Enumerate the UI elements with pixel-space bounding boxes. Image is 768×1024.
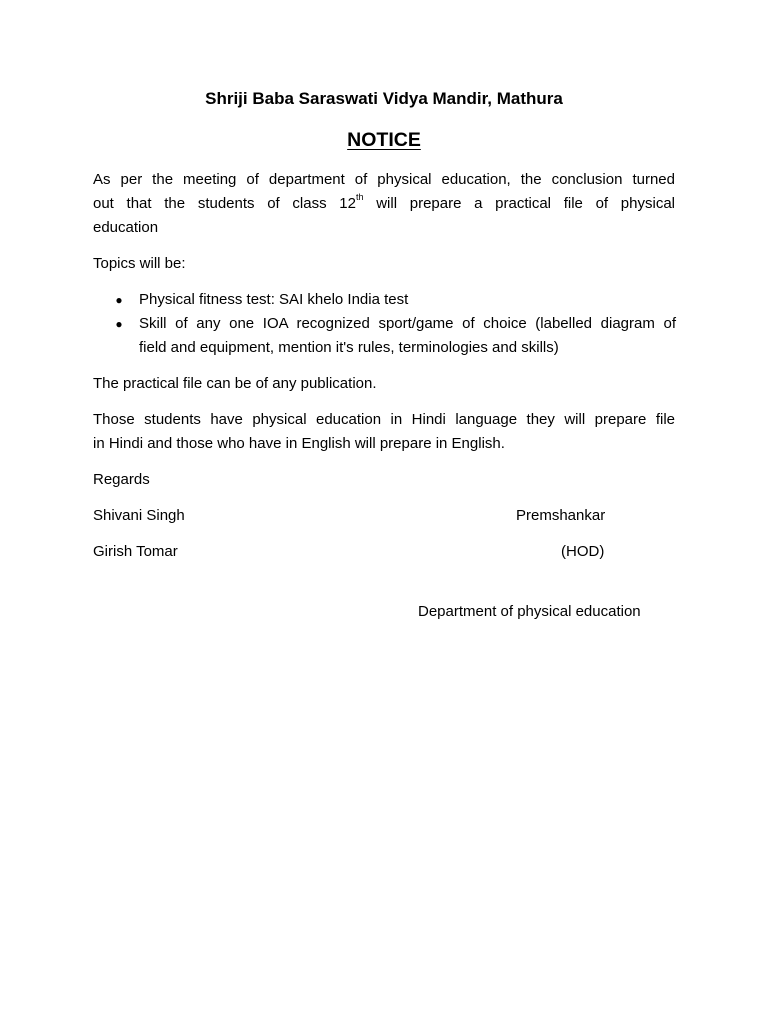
topic-item-text: Physical fitness test: SAI khelo India test bbox=[139, 291, 409, 308]
bullet-icon: ● bbox=[115, 293, 123, 307]
meeting-paragraph-line-1: As per the meeting of department of physical education, the conclusion turned bbox=[93, 171, 675, 188]
topic-item-fitness-test bbox=[139, 288, 676, 312]
language-paragraph bbox=[93, 408, 675, 456]
school-name-heading: Shriji Baba Saraswati Vidya Mandir, Mathura bbox=[205, 89, 563, 108]
meeting-paragraph-line-3: education bbox=[93, 219, 159, 236]
bullet-icon: ● bbox=[115, 317, 123, 331]
topic-item-text: field and equipment, mention it's rules, terminologies and skills) bbox=[139, 339, 559, 356]
meeting-paragraph bbox=[93, 168, 675, 240]
language-paragraph-line-2: in Hindi and those who have in English will prepare in English. bbox=[93, 435, 505, 452]
meeting-paragraph-line-2-end: will prepare a practical file of physical bbox=[363, 195, 675, 212]
meeting-paragraph-line-2 bbox=[93, 192, 675, 216]
topics-heading: Topics will be: bbox=[93, 255, 186, 272]
language-paragraph-line-1: Those students have physical education in Hindi language they will prepare file bbox=[93, 411, 675, 428]
regards-text: Regards bbox=[93, 471, 150, 488]
signatory-shivani-singh: Shivani Singh bbox=[93, 507, 185, 524]
notice-title: NOTICE bbox=[347, 129, 421, 151]
signatory-hod-title: (HOD) bbox=[561, 543, 605, 560]
ordinal-suffix: th bbox=[355, 192, 364, 202]
meeting-paragraph-line-2-start: out that the students of class 12 bbox=[93, 195, 356, 212]
topic-item-sport-skill bbox=[139, 312, 676, 360]
signatory-girish-tomar: Girish Tomar bbox=[93, 543, 178, 560]
topic-item-text: Skill of any one IOA recognized sport/game of choice (labelled diagram of bbox=[139, 315, 676, 332]
publication-note: The practical file can be of any publication. bbox=[93, 375, 377, 392]
signatory-hod-name: Premshankar bbox=[516, 507, 606, 524]
department-signature-line: Department of physical education bbox=[418, 603, 641, 620]
